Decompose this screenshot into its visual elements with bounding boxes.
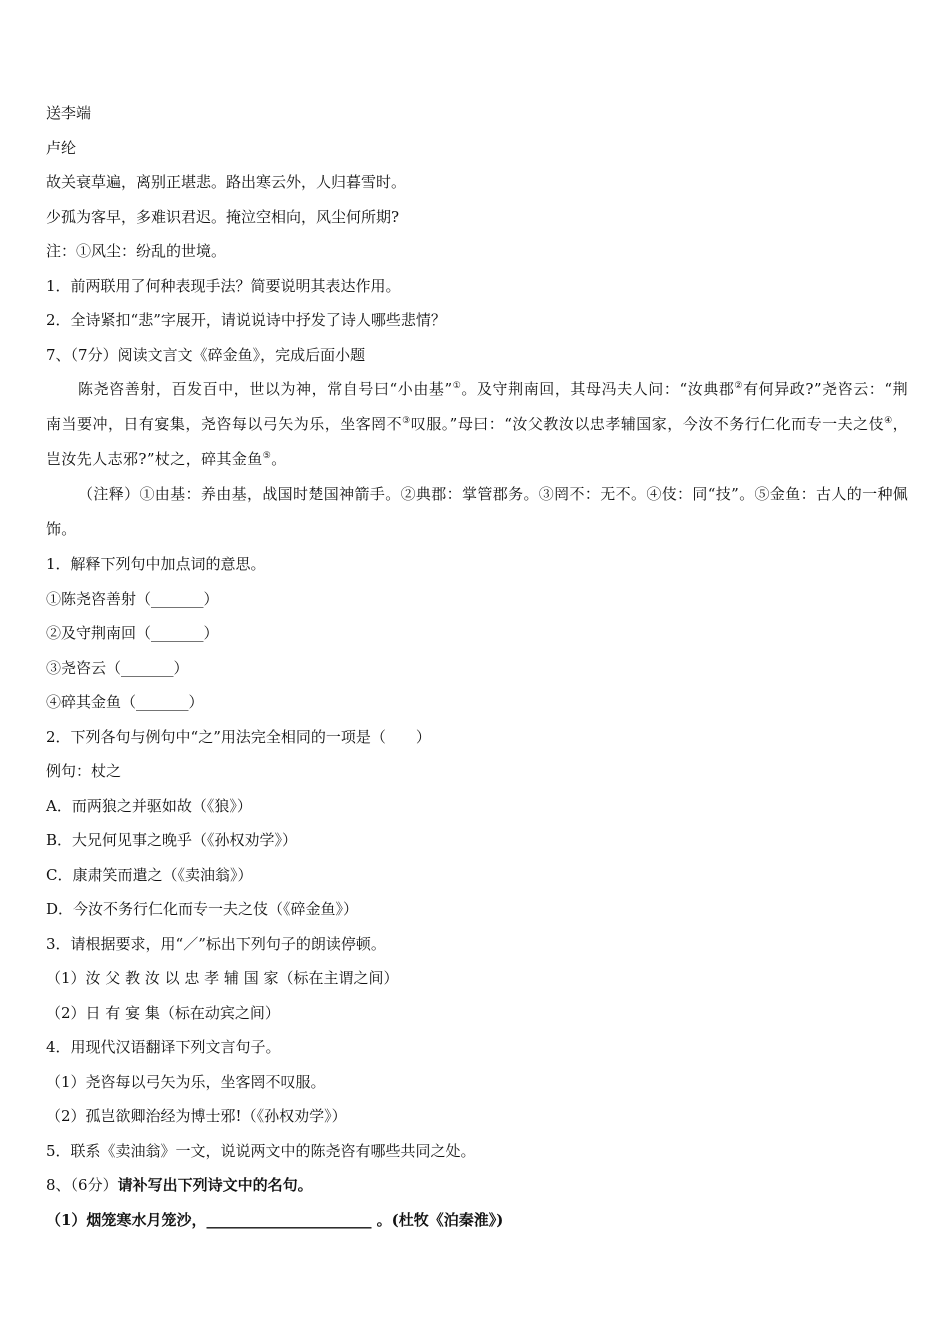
footnote-marker: ② xyxy=(734,381,744,391)
passage-text: 。及守荆南回，其母冯夫人问：“汝典郡 xyxy=(461,380,735,398)
q7-sub2-option-a: A．而两狼之并驱如故（《狼》） xyxy=(46,796,252,815)
footnote-marker: ③ xyxy=(402,416,411,426)
footnote-marker: ④ xyxy=(884,416,893,426)
q7-sub3-prompt: 3．请根据要求，用“／”标出下列句子的朗读停顿。 xyxy=(46,934,386,953)
poem-line-2: 少孤为客早，多难识君迟。掩泣空相向，风尘何所期? xyxy=(46,207,400,226)
q7-sub4-item: （1）尧咨每以弓矢为乐，坐客罔不叹服。 xyxy=(46,1072,326,1091)
passage-text: 。 xyxy=(271,450,287,468)
q8-header xyxy=(46,1168,908,1203)
q8-title: 请补写出下列诗文中的名句。 xyxy=(117,1176,313,1194)
q7-passage xyxy=(46,372,908,477)
q7-sub1-item: ①陈尧咨善射（_______） xyxy=(46,589,219,608)
q7-sub1-prompt: 1．解释下列句中加点词的意思。 xyxy=(46,555,266,573)
q7-sub2-option-c: C．康肃笑而遣之（《卖油翁》） xyxy=(46,865,253,884)
q7-sub1-item: ④碎其金鱼（_______） xyxy=(46,693,204,711)
footnote-marker: ① xyxy=(452,381,462,391)
q7-annotation: （注释）①由基：养由基，战国时楚国神箭手。②典郡：掌管郡务。③罔不：无不。④伎：同“技”。⑤金鱼：古人的一种佩饰。 xyxy=(46,485,908,538)
q8-number: 8、（6分） xyxy=(46,1176,118,1194)
q7-sub2-option-b: B．大兄何见事之晚乎（《孙权劝学》） xyxy=(46,831,298,849)
q7-sub1-item: ②及守荆南回（_______） xyxy=(46,624,219,642)
poem-note: 注：①风尘：纷乱的世境。 xyxy=(46,242,227,260)
poem-question-1: 1．前两联用了何种表现手法？简要说明其表达作用。 xyxy=(46,276,401,295)
q7-sub1-item: ③尧咨云（_______） xyxy=(46,658,189,677)
passage-text: ，岂汝先人志邪?”杖之，碎其金鱼 xyxy=(46,415,909,468)
q7-sub2-prompt: 2．下列各句与例句中“之”用法完全相同的一项是（ ） xyxy=(46,727,431,746)
q7-sub4-prompt: 4．用现代汉语翻译下列文言句子。 xyxy=(46,1038,281,1056)
q7-sub3-item: （1）汝 父 教 汝 以 忠 孝 辅 国 家（标在主谓之间） xyxy=(46,969,399,987)
q8-item-1: （1）烟笼寒水月笼沙，______________________ 。(杜牧《泊秦淮》) xyxy=(46,1210,504,1229)
q7-header: 7、（7分）阅读文言文《碎金鱼》，完成后面小题 xyxy=(46,345,366,364)
q7-sub3-item: （2）日 有 宴 集（标在动宾之间） xyxy=(46,1003,280,1022)
footnote-marker: ⑤ xyxy=(262,451,272,461)
poem-author: 卢纶 xyxy=(46,138,77,157)
document-page xyxy=(46,96,908,1237)
passage-text: 叹服。”母曰：“汝父教汝以忠孝辅国家，今汝不务行仁化而专一夫之伎 xyxy=(410,415,885,433)
poem-question-2: 2．全诗紧扣“悲”字展开，请说说诗中抒发了诗人哪些悲情？ xyxy=(46,311,446,329)
passage-text: 陈尧咨善射，百发百中，世以为神，常自号曰“小由基” xyxy=(78,380,453,398)
q7-sub5-prompt: 5．联系《卖油翁》一文，说说两文中的陈尧咨有哪些共同之处。 xyxy=(46,1141,476,1160)
q7-sub2-option-d: D．今汝不务行仁化而专一夫之伎（《碎金鱼》） xyxy=(46,900,359,918)
poem-title: 送李端 xyxy=(46,104,92,122)
passage-text: 有何异政?”尧咨云：“荆南当要冲，日有宴集，尧咨每以弓矢为乐，坐客罔不 xyxy=(46,380,909,433)
q7-sub4-item: （2）孤岂欲卿治经为博士邪!（《孙权劝学》） xyxy=(46,1107,347,1125)
poem-line-1: 故关衰草遍，离别正堪悲。路出寒云外，人归暮雪时。 xyxy=(46,173,407,191)
q7-sub2-example: 例句：杖之 xyxy=(46,762,122,780)
